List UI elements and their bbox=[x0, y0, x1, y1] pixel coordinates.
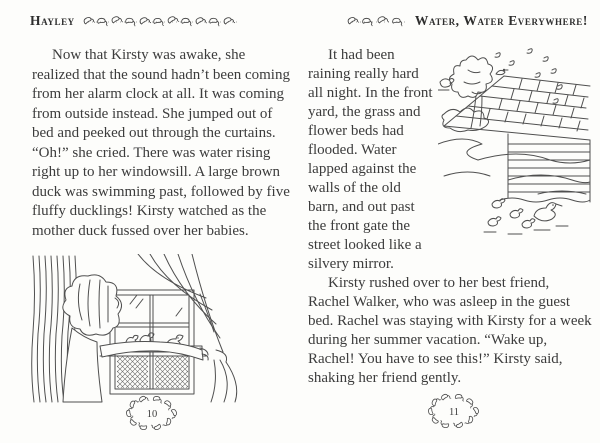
water-swirls bbox=[438, 139, 590, 194]
left-page-number: 10 bbox=[146, 409, 158, 420]
right-page-text bbox=[308, 46, 592, 388]
left-paragraph: Now that Kirsty was awake, she realized that the sound hadn’t been coming from her alarm clock at all. It was coming from outside instead. She jumped out of bed and peeked out through the curtains. “Oh!” she cried. There was water rising right up to her windowsill. A large brown duck was swimming past, followed by five fluffy ducklings! Kirsty watched as the mother duck fussed over her babies. bbox=[32, 47, 290, 239]
bird-on-roof bbox=[496, 69, 508, 75]
vine-ornament-chain-icon bbox=[346, 14, 408, 28]
water-dashes bbox=[484, 226, 568, 234]
right-paragraph-1: It had been raining really hard all night. In the front yard, the grass and flower beds had flooded. Water lapped against the walls of the old barn, and out past the front gate the street looked like a silvery mirror. bbox=[308, 47, 433, 272]
bush bbox=[442, 56, 493, 132]
flood-scene-drawing bbox=[438, 48, 592, 242]
left-page-text bbox=[32, 46, 294, 241]
left-page-number-medallion bbox=[121, 392, 183, 434]
right-header-title: Water, Water Everywhere! bbox=[414, 13, 588, 28]
right-page-number: 11 bbox=[448, 407, 460, 418]
flooded-yard-illustration bbox=[438, 48, 592, 242]
right-paragraph-2: Kirsty rushed over to her best friend, Rachel Walker, who was asleep in the guest bed. Rachel was staying with Kirsty for a week during her summer vacation. “Wake up, Rachel! You have to see this!” Kirsty said, shaking her friend gently. bbox=[308, 275, 592, 386]
girl-at-window-illustration bbox=[30, 254, 268, 404]
sparkle-marks bbox=[130, 295, 182, 316]
right-running-header bbox=[346, 13, 588, 29]
window-scene-drawing bbox=[30, 254, 268, 404]
right-page-number-medallion bbox=[423, 390, 485, 432]
left-running-header bbox=[30, 13, 240, 29]
left-header-title: Hayley bbox=[30, 13, 75, 28]
vine-ornament-chain-icon bbox=[82, 14, 240, 28]
duck-family bbox=[484, 199, 568, 234]
right-page bbox=[300, 0, 600, 443]
barn-waterline bbox=[500, 198, 590, 202]
